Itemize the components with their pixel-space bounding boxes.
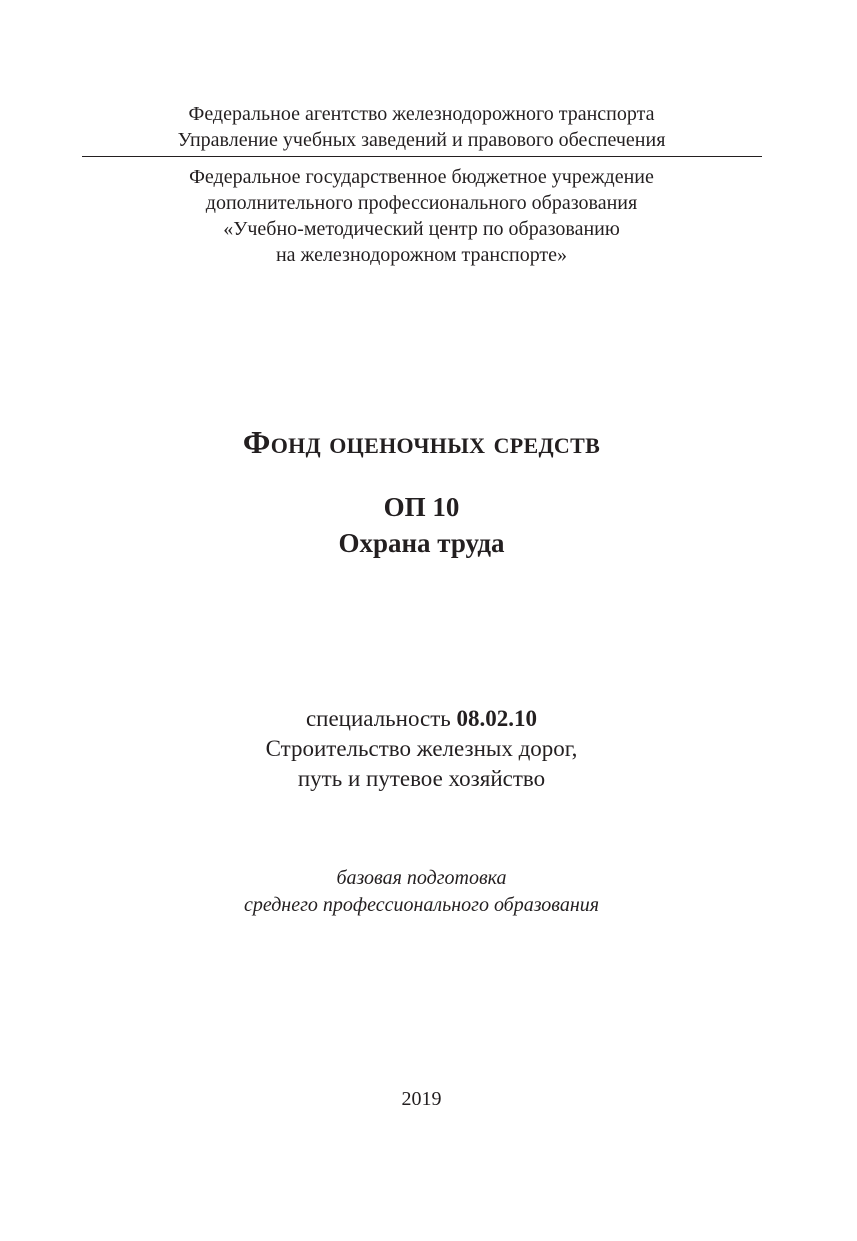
- institution-line-2: дополнительного профессионального образования: [205, 192, 638, 214]
- subject-name: Охрана труда: [338, 528, 505, 558]
- specialty-block: [0, 704, 843, 794]
- agency-header: [0, 101, 843, 153]
- specialty-line-1: [0, 704, 843, 734]
- specialty-line-3: путь и путевое хозяйство: [297, 766, 546, 791]
- education-level-line-1: базовая подготовка: [336, 867, 507, 889]
- institution-block: [0, 164, 843, 268]
- education-level-block: [0, 865, 843, 919]
- header-divider: [82, 156, 762, 157]
- specialty-label: специальность: [305, 706, 451, 731]
- subject-code: ОП 10: [383, 492, 460, 522]
- specialty-code: 08.02.10: [456, 706, 538, 731]
- agency-name: Федеральное агентство железнодорожного транспорта: [188, 103, 655, 125]
- education-level-line-2: среднего профессионального образования: [243, 894, 600, 916]
- institution-line-4: на железнодорожном транспорте»: [275, 244, 568, 266]
- specialty-line-2: Строительство железных дорог,: [265, 736, 578, 761]
- document-title: Фонд оценочных средств: [242, 424, 601, 460]
- subject-block: [0, 489, 843, 561]
- institution-line-1: Федеральное государственное бюджетное учреждение: [189, 166, 654, 188]
- department-name: Управление учебных заведений и правового обеспечения: [177, 129, 666, 151]
- publication-year: 2019: [401, 1088, 442, 1110]
- institution-line-3: «Учебно-методический центр по образованию: [223, 218, 620, 240]
